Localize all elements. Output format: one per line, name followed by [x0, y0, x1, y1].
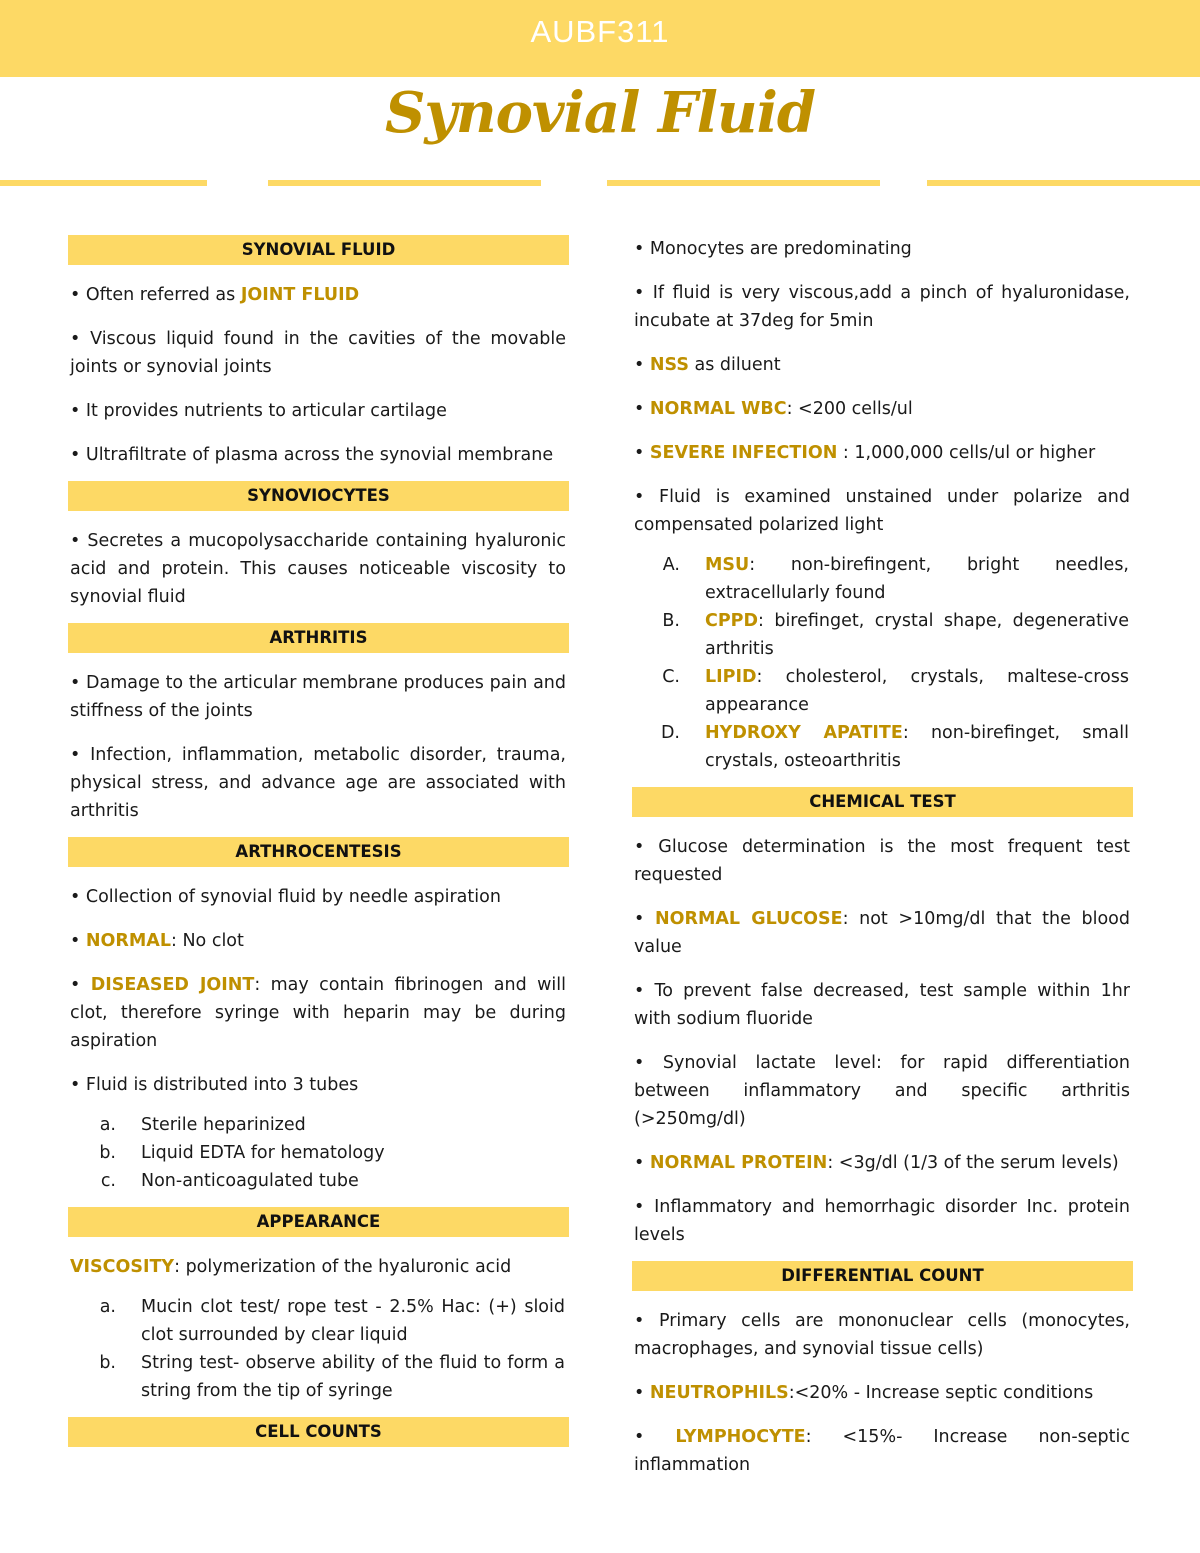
page-title: Synovial Fluid: [384, 80, 816, 146]
bullet: • DISEASED JOINT: may contain fibrinogen and will clot, therefore syringe with heparin may be during aspiration: [70, 975, 566, 1051]
list-item: D. HYDROXY APATITE: non-birefinget, small crystals, osteoarthritis: [660, 723, 1129, 771]
divider-1: [0, 180, 207, 186]
highlight-term: NORMAL PROTEIN: [649, 1153, 828, 1173]
list-item: B. CPPD: birefinget, crystal shape, degenerative arthritis: [662, 611, 1129, 659]
list-item: b. Liquid EDTA for hematology: [99, 1143, 385, 1163]
highlight-term: NEUTROPHILS: [649, 1383, 789, 1403]
bullet: • Fluid is examined unstained under polarize and compensated polarized light: [634, 487, 1130, 535]
bullet: • Fluid is distributed into 3 tubes: [70, 1075, 359, 1095]
left-column: [68, 235, 569, 1463]
section-heading-arthrocentesis: ARTHROCENTESIS: [68, 837, 569, 867]
highlight-term: MSU: [705, 555, 750, 575]
bullet: • NORMAL WBC: <200 cells/ul: [634, 399, 913, 419]
bullet: • To prevent false decreased, test sample within 1hr with sodium fluoride: [634, 981, 1130, 1029]
section-heading-synoviocytes: SYNOVIOCYTES: [68, 481, 569, 511]
section-heading-synovial-fluid: SYNOVIAL FLUID: [68, 235, 569, 265]
highlight-term: CPPD: [705, 611, 759, 631]
bullet: • Primary cells are mononuclear cells (monocytes, macrophages, and synovial tissue cells): [634, 1311, 1130, 1359]
highlight-term: DISEASED JOINT: [90, 975, 255, 995]
list-item: A. MSU: non-birefingent, bright needles, extracellularly found: [662, 555, 1129, 603]
divider-4: [927, 180, 1200, 186]
highlight-term: HYDROXY APATITE: [705, 723, 903, 743]
bullet: • Viscous liquid found in the cavities of the movable joints or synovial joints: [70, 329, 566, 377]
bullet: • Collection of synovial fluid by needle aspiration: [70, 887, 501, 907]
highlight-term: JOINT FLUID: [240, 285, 360, 305]
bullet: • Infection, inflammation, metabolic disorder, trauma, physical stress, and advance age are associated with arthritis: [70, 745, 566, 821]
bullet: • Inflammatory and hemorrhagic disorder Inc. protein levels: [634, 1197, 1130, 1245]
section-heading-arthritis: ARTHRITIS: [68, 623, 569, 653]
bullet: • NORMAL GLUCOSE: not >10mg/dl that the blood value: [634, 909, 1130, 957]
bullet: • SEVERE INFECTION : 1,000,000 cells/ul or higher: [634, 443, 1096, 463]
highlight-term: LYMPHOCYTE: [675, 1427, 806, 1447]
highlight-term: NORMAL WBC: [649, 399, 787, 419]
bullet: • LYMPHOCYTE: <15%- Increase non-septic inflammation: [634, 1427, 1130, 1475]
bullet: • Monocytes are predominating: [634, 239, 912, 259]
highlight-term: NSS: [649, 355, 689, 375]
crystal-list: [632, 551, 1129, 775]
bullet: • Secretes a mucopolysaccharide containing hyaluronic acid and protein. This causes noticeable viscosity to synovial fluid: [70, 531, 566, 607]
course-banner: [0, 0, 1200, 77]
bullet: • Glucose determination is the most frequent test requested: [634, 837, 1130, 885]
highlight-term: LIPID: [705, 667, 757, 687]
list-item: C. LIPID: cholesterol, crystals, maltese-cross appearance: [662, 667, 1129, 715]
course-code: AUBF311: [530, 14, 670, 49]
bullet: • NSS as diluent: [634, 355, 781, 375]
section-heading-appearance: APPEARANCE: [68, 1207, 569, 1237]
tube-list: [68, 1111, 565, 1195]
highlight-term: NORMAL GLUCOSE: [654, 909, 843, 929]
bullet: • Often referred as JOINT FLUID: [70, 285, 360, 305]
list-item: b. String test- observe ability of the fluid to form a string from the tip of syringe: [99, 1353, 565, 1401]
right-column: [632, 235, 1133, 1495]
divider-2: [268, 180, 541, 186]
viscosity-line: VISCOSITY: polymerization of the hyaluronic acid: [70, 1257, 512, 1277]
bullet: • Damage to the articular membrane produces pain and stiffness of the joints: [70, 673, 566, 721]
bullet: • Ultrafiltrate of plasma across the synovial membrane: [70, 445, 554, 465]
highlight-term: SEVERE INFECTION: [649, 443, 838, 463]
list-item: a. Sterile heparinized: [99, 1115, 306, 1135]
list-item: c. Non-anticoagulated tube: [100, 1171, 359, 1191]
highlight-term: VISCOSITY: [70, 1257, 175, 1277]
bullet: • NORMAL: No clot: [70, 931, 244, 951]
section-heading-cell-counts: CELL COUNTS: [68, 1417, 569, 1447]
section-heading-differential-count: DIFFERENTIAL COUNT: [632, 1261, 1133, 1291]
bullet: • NEUTROPHILS:<20% - Increase septic conditions: [634, 1383, 1094, 1403]
bullet: • NORMAL PROTEIN: <3g/dl (1/3 of the serum levels): [634, 1153, 1119, 1173]
bullet: • It provides nutrients to articular cartilage: [70, 401, 447, 421]
divider-3: [607, 180, 880, 186]
list-item: a. Mucin clot test/ rope test - 2.5% Hac: (+) sloid clot surrounded by clear liquid: [99, 1297, 565, 1345]
bullet: • If fluid is very viscous,add a pinch of hyaluronidase, incubate at 37deg for 5min: [634, 283, 1130, 331]
highlight-term: NORMAL: [85, 931, 171, 951]
section-heading-chemical-test: CHEMICAL TEST: [632, 787, 1133, 817]
bullet: • Synovial lactate level: for rapid differentiation between inflammatory and specific arthritis (>250mg/dl): [634, 1053, 1130, 1129]
viscosity-test-list: [68, 1293, 565, 1405]
